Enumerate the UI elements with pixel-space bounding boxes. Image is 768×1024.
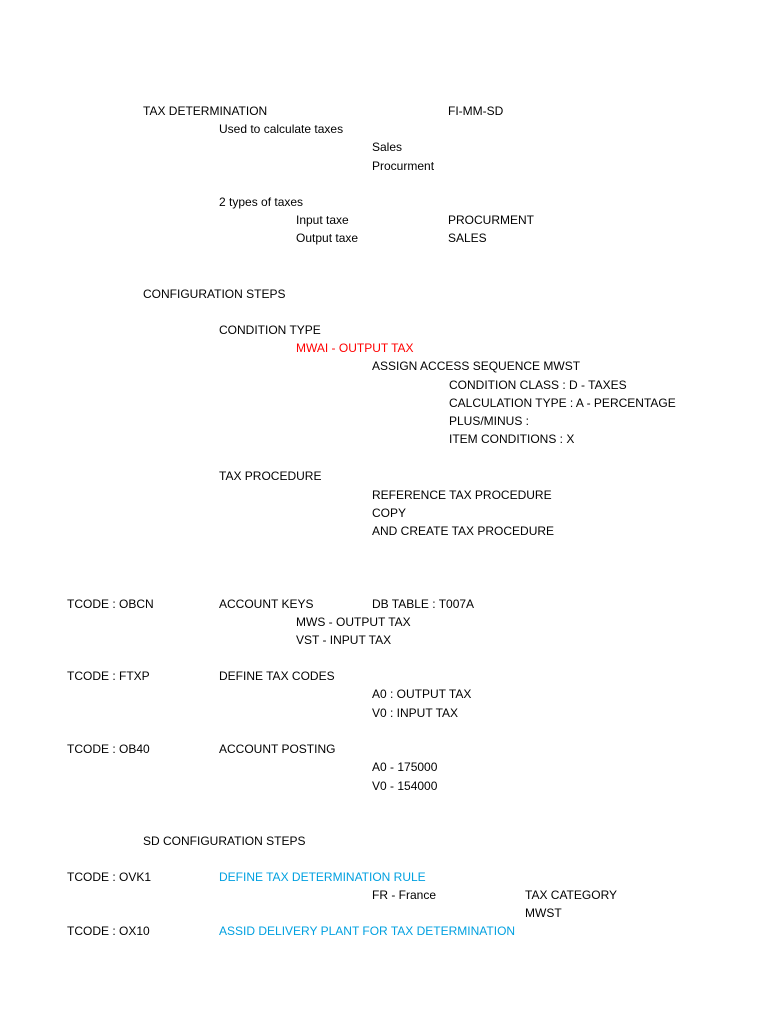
vst-key: VST - INPUT TAX [296,633,392,647]
db-table: DB TABLE : T007A [372,597,475,611]
account-keys-heading: ACCOUNT KEYS [219,597,314,611]
sd-config-heading: SD CONFIGURATION STEPS [143,834,306,848]
input-tax-value: PROCURMENT [448,213,534,227]
tax-category-value: MWST [525,906,562,920]
account-posting-heading: ACCOUNT POSTING [219,742,336,756]
country-france: FR - France [372,888,437,902]
purpose-text: Used to calculate taxes [219,122,344,136]
posting-a0: A0 - 175000 [372,760,438,774]
tcode-ftxp: TCODE : FTXP [67,669,150,683]
input-tax-label: Input taxe [296,213,349,227]
condition-class: CONDITION CLASS : D - TAXES [449,378,627,392]
define-tax-determination-rule: DEFINE TAX DETERMINATION RULE [219,870,426,884]
tcode-ob40: TCODE : OB40 [67,742,150,756]
posting-v0: V0 - 154000 [372,779,438,793]
condition-type-heading: CONDITION TYPE [219,323,321,337]
tcode-obcn: TCODE : OBCN [67,597,154,611]
tcode-ovk1: TCODE : OVK1 [67,870,152,884]
tax-category-label: TAX CATEGORY [525,888,618,902]
create-tax-procedure: AND CREATE TAX PROCEDURE [372,524,555,538]
config-heading: CONFIGURATION STEPS [143,287,286,301]
mwai-condition: MWAI - OUTPUT TAX [296,341,414,355]
tax-code-v0: V0 : INPUT TAX [372,706,459,720]
tax-types-heading: 2 types of taxes [219,195,304,209]
use-procurement: Procurment [372,159,435,173]
reference-tax-procedure: REFERENCE TAX PROCEDURE [372,488,552,502]
copy-step: COPY [372,506,407,520]
plus-minus: PLUS/MINUS : [449,414,530,428]
tax-code-a0: A0 : OUTPUT TAX [372,687,472,701]
mws-key: MWS - OUTPUT TAX [296,615,411,629]
output-tax-label: Output taxe [296,231,359,245]
tcode-ox10: TCODE : OX10 [67,924,150,938]
assign-delivery-plant: ASSID DELIVERY PLANT FOR TAX DETERMINATION [219,924,516,938]
document-title: TAX DETERMINATION [143,104,268,118]
tax-procedure-heading: TAX PROCEDURE [219,469,322,483]
output-tax-value: SALES [448,231,487,245]
access-sequence: ASSIGN ACCESS SEQUENCE MWST [372,359,581,373]
modules-label: FI-MM-SD [448,104,504,118]
calculation-type: CALCULATION TYPE : A - PERCENTAGE [449,396,676,410]
use-sales: Sales [372,140,403,154]
define-tax-codes-heading: DEFINE TAX CODES [219,669,335,683]
item-conditions: ITEM CONDITIONS : X [449,432,575,446]
